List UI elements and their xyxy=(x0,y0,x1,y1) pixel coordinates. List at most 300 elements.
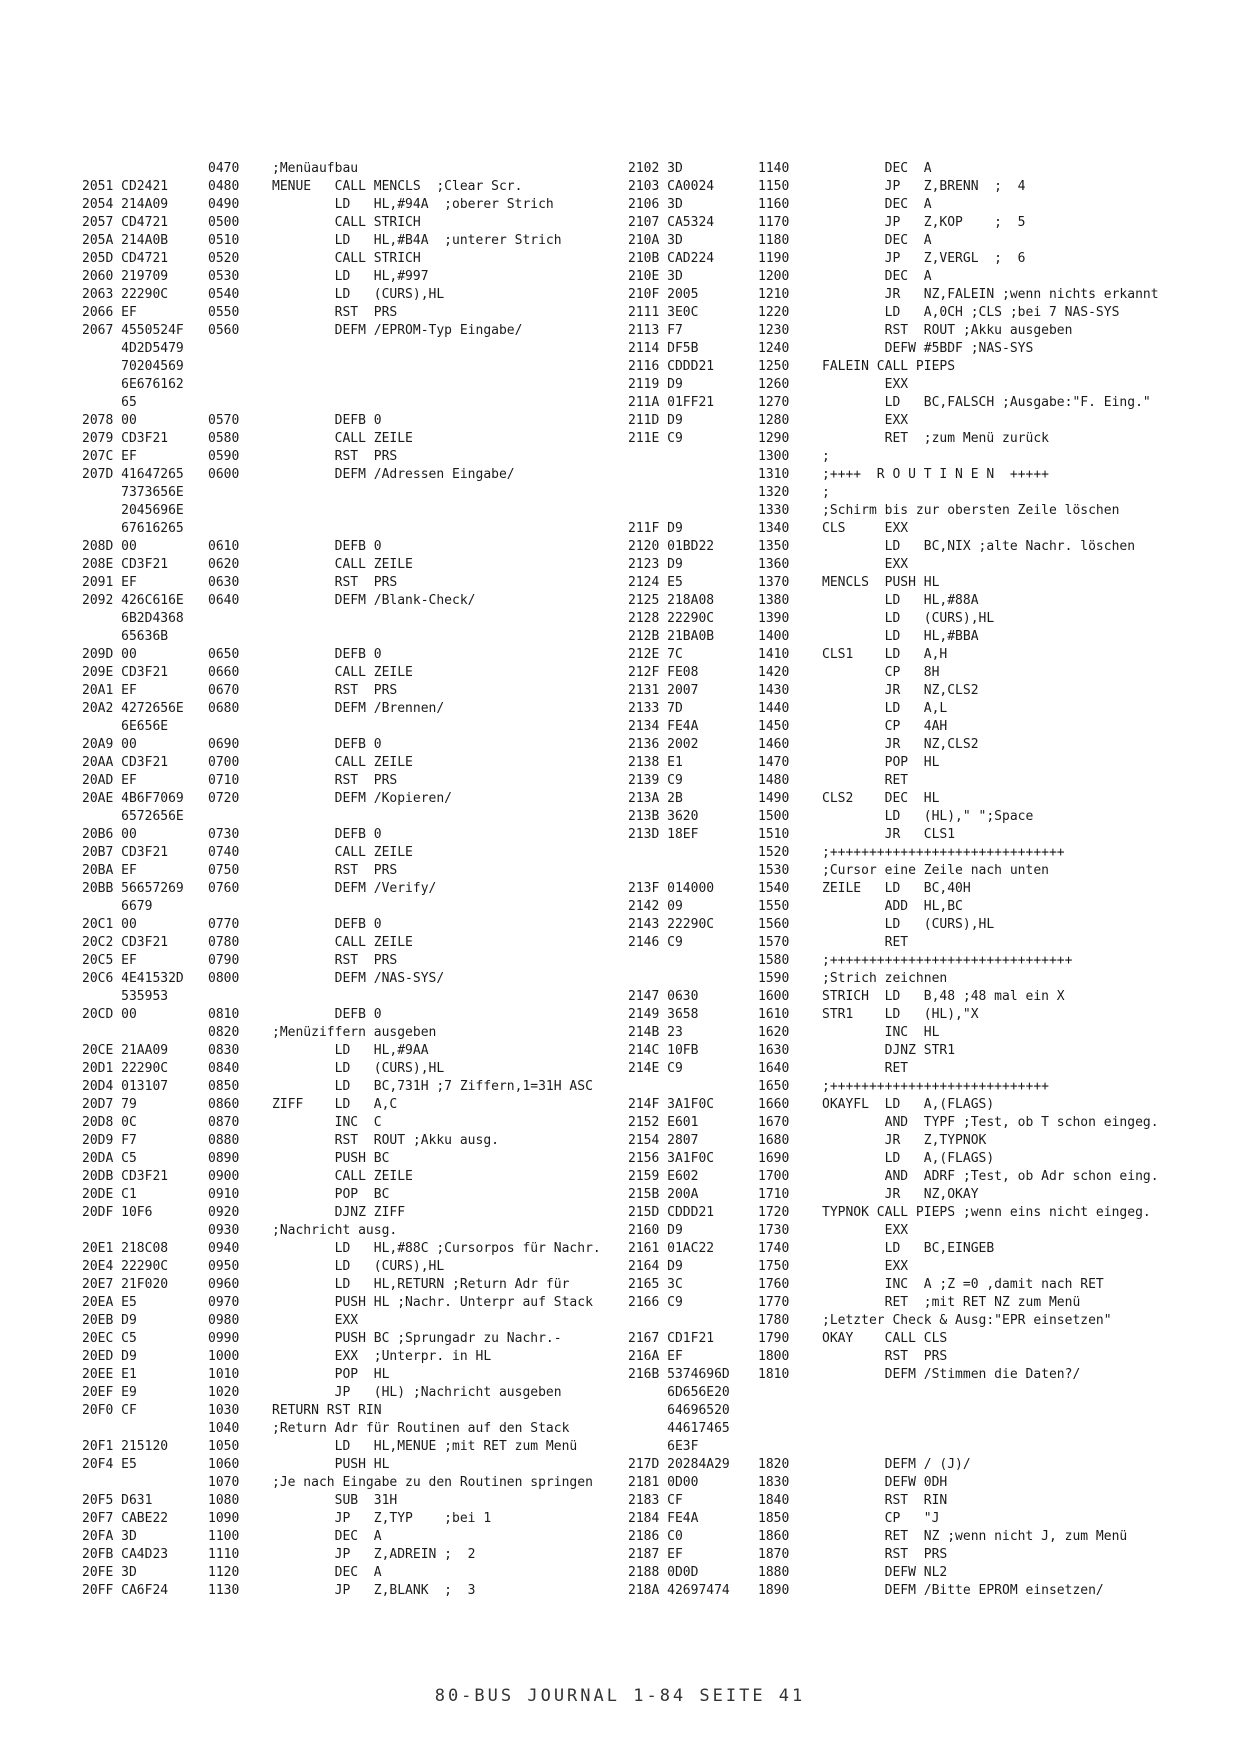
source-code: ;Menüziffern ausgeben xyxy=(272,1025,437,1040)
listing-line xyxy=(628,286,1208,304)
address-code: 2165 3C xyxy=(628,1277,683,1292)
address-code: 2079 CD3F21 xyxy=(82,431,169,446)
listing-line xyxy=(60,808,630,826)
source-code: ADD HL,BC xyxy=(822,899,963,914)
address-code: 2181 0D00 xyxy=(628,1475,699,1490)
source-code: LD (HL)," ";Space xyxy=(822,809,1034,824)
listing-line xyxy=(60,790,630,808)
listing-line xyxy=(628,826,1208,844)
listing-line xyxy=(628,898,1208,916)
address-code: 6E656E xyxy=(82,719,169,734)
listing-line xyxy=(60,376,630,394)
line-number: 0910 xyxy=(208,1187,240,1202)
listing-line xyxy=(628,1186,1208,1204)
line-number: 1030 xyxy=(208,1403,240,1418)
line-number: 1830 xyxy=(758,1475,790,1490)
listing-line xyxy=(628,484,1208,502)
line-number: 0700 xyxy=(208,755,240,770)
address-code: 208E CD3F21 xyxy=(82,557,169,572)
listing-line xyxy=(628,700,1208,718)
source-code: LD HL,MENUE ;mit RET zum Menü xyxy=(272,1439,578,1454)
source-code: JP Z,ADREIN ; 2 xyxy=(272,1547,476,1562)
line-number: 1320 xyxy=(758,485,790,500)
address-code: 4D2D5479 xyxy=(82,341,184,356)
line-number: 0760 xyxy=(208,881,240,896)
address-code: 20AA CD3F21 xyxy=(82,755,169,770)
address-code: 65636B xyxy=(82,629,169,644)
source-code: ; xyxy=(822,485,830,500)
line-number: 1390 xyxy=(758,611,790,626)
line-number: 1850 xyxy=(758,1511,790,1526)
listing-line xyxy=(60,952,630,970)
address-code: 2067 4550524F xyxy=(82,323,184,338)
address-code: 2149 3658 xyxy=(628,1007,699,1022)
listing-line xyxy=(628,1546,1208,1564)
listing-line xyxy=(628,502,1208,520)
listing-line xyxy=(60,754,630,772)
listing-line xyxy=(628,1240,1208,1258)
listing-line xyxy=(60,1078,630,1096)
listing-line xyxy=(60,1186,630,1204)
listing-line xyxy=(628,1348,1208,1366)
line-number: 1620 xyxy=(758,1025,790,1040)
address-code: 20FF CA6F24 xyxy=(82,1583,169,1598)
line-number: 0570 xyxy=(208,413,240,428)
address-code: 20C5 EF xyxy=(82,953,137,968)
listing-line xyxy=(628,448,1208,466)
source-code: CALL ZEILE xyxy=(272,755,413,770)
source-code: CALL ZEILE xyxy=(272,557,413,572)
line-number: 1510 xyxy=(758,827,790,842)
listing-line xyxy=(60,484,630,502)
source-code: MENUE CALL MENCLS ;Clear Scr. xyxy=(272,179,523,194)
line-number: 1550 xyxy=(758,899,790,914)
listing-line xyxy=(628,268,1208,286)
address-code: 2142 09 xyxy=(628,899,683,914)
listing-line xyxy=(628,574,1208,592)
line-number: 0830 xyxy=(208,1043,240,1058)
listing-line xyxy=(60,1294,630,1312)
listing-line xyxy=(628,340,1208,358)
address-code: 2159 E602 xyxy=(628,1169,699,1184)
line-number: 1080 xyxy=(208,1493,240,1508)
address-code: 2188 0D0D xyxy=(628,1565,699,1580)
line-number: 1740 xyxy=(758,1241,790,1256)
source-code: CALL ZEILE xyxy=(272,665,413,680)
listing-line xyxy=(60,358,630,376)
address-code: 2103 CA0024 xyxy=(628,179,715,194)
address-code: 2116 CDDD21 xyxy=(628,359,715,374)
address-code: 20DF 10F6 xyxy=(82,1205,153,1220)
listing-line xyxy=(628,988,1208,1006)
listing-line xyxy=(60,322,630,340)
line-number: 0920 xyxy=(208,1205,240,1220)
address-code: 2078 00 xyxy=(82,413,137,428)
source-code: RST ROUT ;Akku ausg. xyxy=(272,1133,499,1148)
source-code: DEC A xyxy=(822,197,932,212)
address-code: 20EF E9 xyxy=(82,1385,137,1400)
source-code: OKAYFL LD A,(FLAGS) xyxy=(822,1097,995,1112)
line-number: 1540 xyxy=(758,881,790,896)
line-number: 0490 xyxy=(208,197,240,212)
listing-line xyxy=(60,970,630,988)
listing-line xyxy=(60,844,630,862)
source-code: JP Z,BLANK ; 3 xyxy=(272,1583,476,1598)
source-code: DEFM /NAS-SYS/ xyxy=(272,971,445,986)
listing-line xyxy=(628,1168,1208,1186)
listing-line xyxy=(628,232,1208,250)
source-code: LD BC,EINGEB xyxy=(822,1241,995,1256)
listing-line xyxy=(628,214,1208,232)
address-code: 218A 42697474 xyxy=(628,1583,730,1598)
line-number: 0740 xyxy=(208,845,240,860)
line-number: 0710 xyxy=(208,773,240,788)
line-number: 1680 xyxy=(758,1133,790,1148)
address-code: 20FB CA4D23 xyxy=(82,1547,169,1562)
listing-line xyxy=(628,754,1208,772)
line-number: 0900 xyxy=(208,1169,240,1184)
address-code: 212F FE08 xyxy=(628,665,699,680)
listing-line xyxy=(628,1078,1208,1096)
address-code: 2054 214A09 xyxy=(82,197,169,212)
listing-line xyxy=(628,1492,1208,1510)
listing-line xyxy=(628,1438,1208,1456)
listing-line xyxy=(60,1114,630,1132)
source-code: EXX xyxy=(822,557,909,572)
line-number: 1570 xyxy=(758,935,790,950)
source-code: DEFM /EPROM-Typ Eingabe/ xyxy=(272,323,523,338)
line-number: 0890 xyxy=(208,1151,240,1166)
line-number: 1880 xyxy=(758,1565,790,1580)
listing-line xyxy=(628,250,1208,268)
line-number: 1330 xyxy=(758,503,790,518)
source-code: ;+++++++++++++++++++++++++++++++ xyxy=(822,953,1073,968)
source-code: LD (CURS),HL xyxy=(272,1061,445,1076)
listing-line xyxy=(628,952,1208,970)
address-code: 6679 xyxy=(82,899,153,914)
line-number: 1770 xyxy=(758,1295,790,1310)
source-code: ;Je nach Eingabe zu den Routinen springen xyxy=(272,1475,593,1490)
source-code: DEFB 0 xyxy=(272,413,382,428)
listing-line xyxy=(628,1276,1208,1294)
address-code: 7373656E xyxy=(82,485,184,500)
line-number: 1060 xyxy=(208,1457,240,1472)
listing-line xyxy=(628,1402,1208,1420)
source-code: RST PRS xyxy=(272,575,398,590)
address-code: 2123 D9 xyxy=(628,557,683,572)
source-code: RST ROUT ;Akku ausgeben xyxy=(822,323,1073,338)
listing-line xyxy=(60,682,630,700)
address-code: 2154 2807 xyxy=(628,1133,699,1148)
line-number: 0950 xyxy=(208,1259,240,1274)
line-number: 1220 xyxy=(758,305,790,320)
source-code: LD HL,#B4A ;unterer Strich xyxy=(272,233,562,248)
source-code: DEFB 0 xyxy=(272,539,382,554)
listing-line xyxy=(60,1006,630,1024)
listing-line xyxy=(60,1492,630,1510)
address-code: 6B2D4368 xyxy=(82,611,184,626)
listing-line xyxy=(628,1024,1208,1042)
address-code: 214E C9 xyxy=(628,1061,683,1076)
address-code: 2160 D9 xyxy=(628,1223,683,1238)
address-code: 20DE C1 xyxy=(82,1187,137,1202)
listing-line xyxy=(60,1168,630,1186)
source-code: CP 4AH xyxy=(822,719,948,734)
line-number: 1690 xyxy=(758,1151,790,1166)
listing-line xyxy=(60,1132,630,1150)
source-code: RST PRS xyxy=(272,305,398,320)
address-code: 207C EF xyxy=(82,449,137,464)
address-code: 20CD 00 xyxy=(82,1007,137,1022)
source-code: JR CLS1 xyxy=(822,827,956,842)
line-number: 1650 xyxy=(758,1079,790,1094)
line-number: 1490 xyxy=(758,791,790,806)
source-code: RET xyxy=(822,935,909,950)
source-code: LD HL,#88C ;Cursorpos für Nachr. xyxy=(272,1241,601,1256)
source-code: LD A,L xyxy=(822,701,948,716)
source-code: RST PRS xyxy=(272,953,398,968)
source-code: DEC A xyxy=(272,1565,382,1580)
source-code: JP Z,TYP ;bei 1 xyxy=(272,1511,492,1526)
source-code: DEC A xyxy=(272,1529,382,1544)
listing-line xyxy=(60,718,630,736)
line-number: 0720 xyxy=(208,791,240,806)
address-code: 20CE 21AA09 xyxy=(82,1043,169,1058)
listing-line xyxy=(60,736,630,754)
address-code: 214F 3A1F0C xyxy=(628,1097,715,1112)
source-code: RST PRS xyxy=(272,863,398,878)
line-number: 1410 xyxy=(758,647,790,662)
source-code: ZIFF LD A,C xyxy=(272,1097,398,1112)
line-number: 1130 xyxy=(208,1583,240,1598)
listing-line xyxy=(60,448,630,466)
line-number: 1070 xyxy=(208,1475,240,1490)
source-code: LD HL,#BBA xyxy=(822,629,979,644)
source-code: INC A ;Z =0 ,damit nach RET xyxy=(822,1277,1104,1292)
line-number: 1630 xyxy=(758,1043,790,1058)
address-code: 2166 C9 xyxy=(628,1295,683,1310)
address-code: 2133 7D xyxy=(628,701,683,716)
listing-line xyxy=(628,1060,1208,1078)
listing-line xyxy=(628,1456,1208,1474)
address-code: 20AD EF xyxy=(82,773,137,788)
source-code: DEFB 0 xyxy=(272,737,382,752)
address-code: 20D4 013107 xyxy=(82,1079,169,1094)
address-code: 20C2 CD3F21 xyxy=(82,935,169,950)
source-code: LD HL,#94A ;oberer Strich xyxy=(272,197,554,212)
listing-line xyxy=(60,520,630,538)
line-number: 1460 xyxy=(758,737,790,752)
line-number: 1520 xyxy=(758,845,790,860)
line-number: 1340 xyxy=(758,521,790,536)
source-code: DEFM / (J)/ xyxy=(822,1457,971,1472)
source-code: ;Nachricht ausg. xyxy=(272,1223,398,1238)
source-code: DEFB 0 xyxy=(272,827,382,842)
listing-line xyxy=(628,646,1208,664)
address-code: 44617465 xyxy=(628,1421,730,1436)
listing-line xyxy=(60,178,630,196)
line-number: 1140 xyxy=(758,161,790,176)
line-number: 1750 xyxy=(758,1259,790,1274)
listing-line xyxy=(60,988,630,1006)
line-number: 1010 xyxy=(208,1367,240,1382)
line-number: 1760 xyxy=(758,1277,790,1292)
source-code: JR NZ,OKAY xyxy=(822,1187,979,1202)
source-code: CP "J xyxy=(822,1511,940,1526)
line-number: 0540 xyxy=(208,287,240,302)
listing-line xyxy=(628,736,1208,754)
listing-line xyxy=(60,232,630,250)
address-code: 2051 CD2421 xyxy=(82,179,169,194)
address-code: 20A1 EF xyxy=(82,683,137,698)
source-code: LD BC,FALSCH ;Ausgabe:"F. Eing." xyxy=(822,395,1151,410)
listing-line xyxy=(60,1222,630,1240)
address-code: 2102 3D xyxy=(628,161,683,176)
address-code: 20B6 00 xyxy=(82,827,137,842)
address-code: 2164 D9 xyxy=(628,1259,683,1274)
address-code: 215B 200A xyxy=(628,1187,699,1202)
source-code: LD (CURS),HL xyxy=(272,287,445,302)
address-code: 2125 218A08 xyxy=(628,593,715,608)
listing-line xyxy=(60,772,630,790)
line-number: 1480 xyxy=(758,773,790,788)
listing-line xyxy=(60,916,630,934)
listing-line xyxy=(628,1132,1208,1150)
listing-line xyxy=(628,466,1208,484)
source-code: RST PRS xyxy=(272,449,398,464)
source-code: LD A,(FLAGS) xyxy=(822,1151,995,1166)
source-code: ;++++++++++++++++++++++++++++ xyxy=(822,1079,1049,1094)
line-number: 1430 xyxy=(758,683,790,698)
source-code: DEFW #5BDF ;NAS-SYS xyxy=(822,341,1034,356)
listing-line xyxy=(60,1150,630,1168)
listing-line xyxy=(628,1420,1208,1438)
listing-line xyxy=(628,358,1208,376)
listing-line xyxy=(628,394,1208,412)
line-number: 1420 xyxy=(758,665,790,680)
source-code: RET ;mit RET NZ zum Menü xyxy=(822,1295,1081,1310)
listing-line xyxy=(60,1582,630,1600)
line-number: 1260 xyxy=(758,377,790,392)
listing-line xyxy=(60,466,630,484)
line-number: 0880 xyxy=(208,1133,240,1148)
source-code: JP Z,KOP ; 5 xyxy=(822,215,1026,230)
source-code: ; xyxy=(822,449,830,464)
source-code: INC C xyxy=(272,1115,382,1130)
source-code: DJNZ ZIFF xyxy=(272,1205,406,1220)
address-code: 20D1 22290C xyxy=(82,1061,169,1076)
line-number: 0940 xyxy=(208,1241,240,1256)
address-code: 2119 D9 xyxy=(628,377,683,392)
line-number: 1790 xyxy=(758,1331,790,1346)
listing-line xyxy=(60,610,630,628)
line-number: 1400 xyxy=(758,629,790,644)
line-number: 0470 xyxy=(208,161,240,176)
listing-line xyxy=(60,1528,630,1546)
line-number: 1560 xyxy=(758,917,790,932)
source-code: DEFM /Adressen Eingabe/ xyxy=(272,467,515,482)
listing-line xyxy=(60,1024,630,1042)
listing-line xyxy=(60,1312,630,1330)
line-number: 1190 xyxy=(758,251,790,266)
source-code: LD BC,731H ;7 Ziffern,1=31H ASC xyxy=(272,1079,593,1094)
listing-line xyxy=(60,1096,630,1114)
listing-line xyxy=(60,1456,630,1474)
address-code: 20FE 3D xyxy=(82,1565,137,1580)
line-number: 0530 xyxy=(208,269,240,284)
source-code: JP Z,VERGL ; 6 xyxy=(822,251,1026,266)
listing-line xyxy=(60,1510,630,1528)
address-code: 2186 C0 xyxy=(628,1529,683,1544)
listing-line xyxy=(60,1420,630,1438)
line-number: 0770 xyxy=(208,917,240,932)
line-number: 0810 xyxy=(208,1007,240,1022)
listing-line xyxy=(60,1438,630,1456)
source-code: DEFM /Kopieren/ xyxy=(272,791,453,806)
line-number: 1110 xyxy=(208,1547,240,1562)
address-code: 2092 426C616E xyxy=(82,593,184,608)
line-number: 1780 xyxy=(758,1313,790,1328)
source-code: EXX xyxy=(272,1313,359,1328)
address-code: 20F1 215120 xyxy=(82,1439,169,1454)
line-number: 0990 xyxy=(208,1331,240,1346)
listing-line xyxy=(628,1042,1208,1060)
listing-line xyxy=(628,520,1208,538)
line-number: 1370 xyxy=(758,575,790,590)
listing-line xyxy=(60,934,630,952)
line-number: 0580 xyxy=(208,431,240,446)
listing-line xyxy=(628,538,1208,556)
line-number: 1470 xyxy=(758,755,790,770)
address-code: 20DB CD3F21 xyxy=(82,1169,169,1184)
source-code: DEFB 0 xyxy=(272,1007,382,1022)
address-code: 20FA 3D xyxy=(82,1529,137,1544)
source-code: STR1 LD (HL),"X xyxy=(822,1007,979,1022)
line-number: 0870 xyxy=(208,1115,240,1130)
line-number: 1230 xyxy=(758,323,790,338)
listing-line xyxy=(628,1474,1208,1492)
line-number: 1670 xyxy=(758,1115,790,1130)
listing-line xyxy=(628,1528,1208,1546)
listing-line xyxy=(60,502,630,520)
listing-line xyxy=(628,790,1208,808)
listing-line xyxy=(628,844,1208,862)
address-code: 20A9 00 xyxy=(82,737,137,752)
address-code: 2152 E601 xyxy=(628,1115,699,1130)
address-code: 6E3F xyxy=(628,1439,699,1454)
address-code: 2136 2002 xyxy=(628,737,699,752)
source-code: ;++++ R O U T I N E N +++++ xyxy=(822,467,1049,482)
line-number: 0840 xyxy=(208,1061,240,1076)
listing-line xyxy=(60,412,630,430)
line-number: 0730 xyxy=(208,827,240,842)
line-number: 0780 xyxy=(208,935,240,950)
source-code: DEC A xyxy=(822,269,932,284)
address-code: 20EB D9 xyxy=(82,1313,137,1328)
line-number: 1210 xyxy=(758,287,790,302)
line-number: 1640 xyxy=(758,1061,790,1076)
line-number: 1730 xyxy=(758,1223,790,1238)
listing-line xyxy=(60,214,630,232)
source-code: AND TYPF ;Test, ob T schon eingeg. xyxy=(822,1115,1159,1130)
line-number: 1720 xyxy=(758,1205,790,1220)
line-number: 0970 xyxy=(208,1295,240,1310)
source-code: CALL ZEILE xyxy=(272,1169,413,1184)
source-code: AND ADRF ;Test, ob Adr schon eing. xyxy=(822,1169,1159,1184)
listing-line xyxy=(60,1330,630,1348)
listing-line xyxy=(628,556,1208,574)
source-code: RST PRS xyxy=(272,773,398,788)
